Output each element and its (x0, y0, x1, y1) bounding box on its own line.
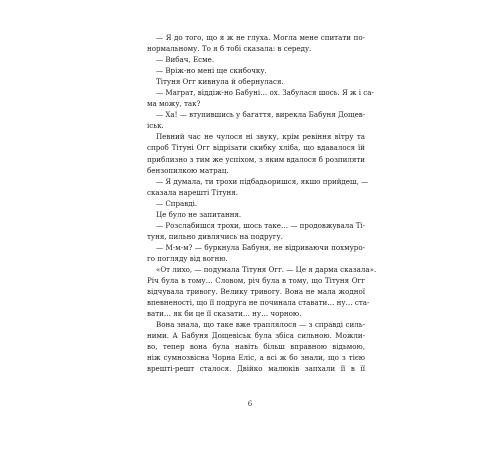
body-text (147, 32, 377, 374)
text-line: — Я до того, що я ж не глуха. Могла мене спитати по- (156, 33, 365, 42)
text-line: Вона знала, що таке вже траплялося — з справді силь- (156, 320, 365, 330)
text-line: Тітуня Огг кивнула й обернулася. (156, 77, 284, 87)
text-line: вати… як би це її сказати… ну… чорною. (147, 309, 302, 319)
text-line: го погляду від вогню. (147, 253, 228, 263)
text-line: Це було не запитання. (156, 209, 242, 219)
text-line: — М-м-м? — буркнула Бабуня, не відриваючи похмуро- (156, 242, 365, 252)
text-line: — Вріж-но мені ще скибочку. (156, 66, 267, 76)
text-line: ніж сумнозвісна Чорна Еліс, а всі ж бо знали, що з тією (147, 353, 365, 363)
text-line: бензопилкою матрац. (147, 165, 229, 175)
page-number: 6 (247, 400, 253, 408)
text-line: Певний час не чулося ні звуку, крім ревіння вітру та (156, 132, 365, 142)
text-line: — Розслабишся трохи, шось таке… — продовжувала Ті- (156, 220, 366, 230)
text-line: нормальному. То я б тобі сказала: в середу. (147, 44, 312, 54)
text-line: спроб Тітуні Огг відрізати скибку хліба, що вдавалося їй (147, 143, 365, 153)
text-line: ма можу, так? (147, 99, 201, 109)
text-line: — Маграт, віддіж-но Бабуні… ох. Забулася шось. Я ж і са- (156, 88, 374, 98)
text-line: во, тепер вона була навіть більш вправною відьмою, (147, 342, 365, 352)
text-line: ними. А Бабуня Дощевіськ була збіса сильною. Можли- (147, 331, 365, 341)
text-line: — Справді. (156, 198, 198, 208)
text-line: відчувала тривогу. Велику тривогу. Вона не мала жодної (147, 287, 365, 297)
text-line: Річ була в тому… Словом, річ була в тому, що Тітуня Огг (147, 276, 365, 286)
text-line: іськ. (147, 121, 164, 131)
text-line: — Я думала, ти трохи підбадьоришся, якшо прийдеш, — (156, 176, 369, 186)
text-line: — Ха! — втупившись у багаття, вирекла Бабуня Дощев- (156, 110, 366, 120)
text-line: туня, пильно дивлячись на подругу. (147, 231, 283, 241)
text-line: впевненості, що її подруга не починала ставати… ну… ста- (147, 298, 370, 308)
text-line: — Вибач, Есме. (156, 55, 215, 65)
text-line: «От лихо, — подумала Тітуня Огг. — Це я дарма сказала». (156, 264, 377, 274)
text-line: сказала нарешті Тітуня. (147, 187, 239, 197)
text-line: врешті-решт сталося. Двійко малюків запхали її в її (147, 364, 365, 374)
text-line: приблизно з тим же успіхом, з яким вдалося б розпиляти (147, 154, 365, 164)
